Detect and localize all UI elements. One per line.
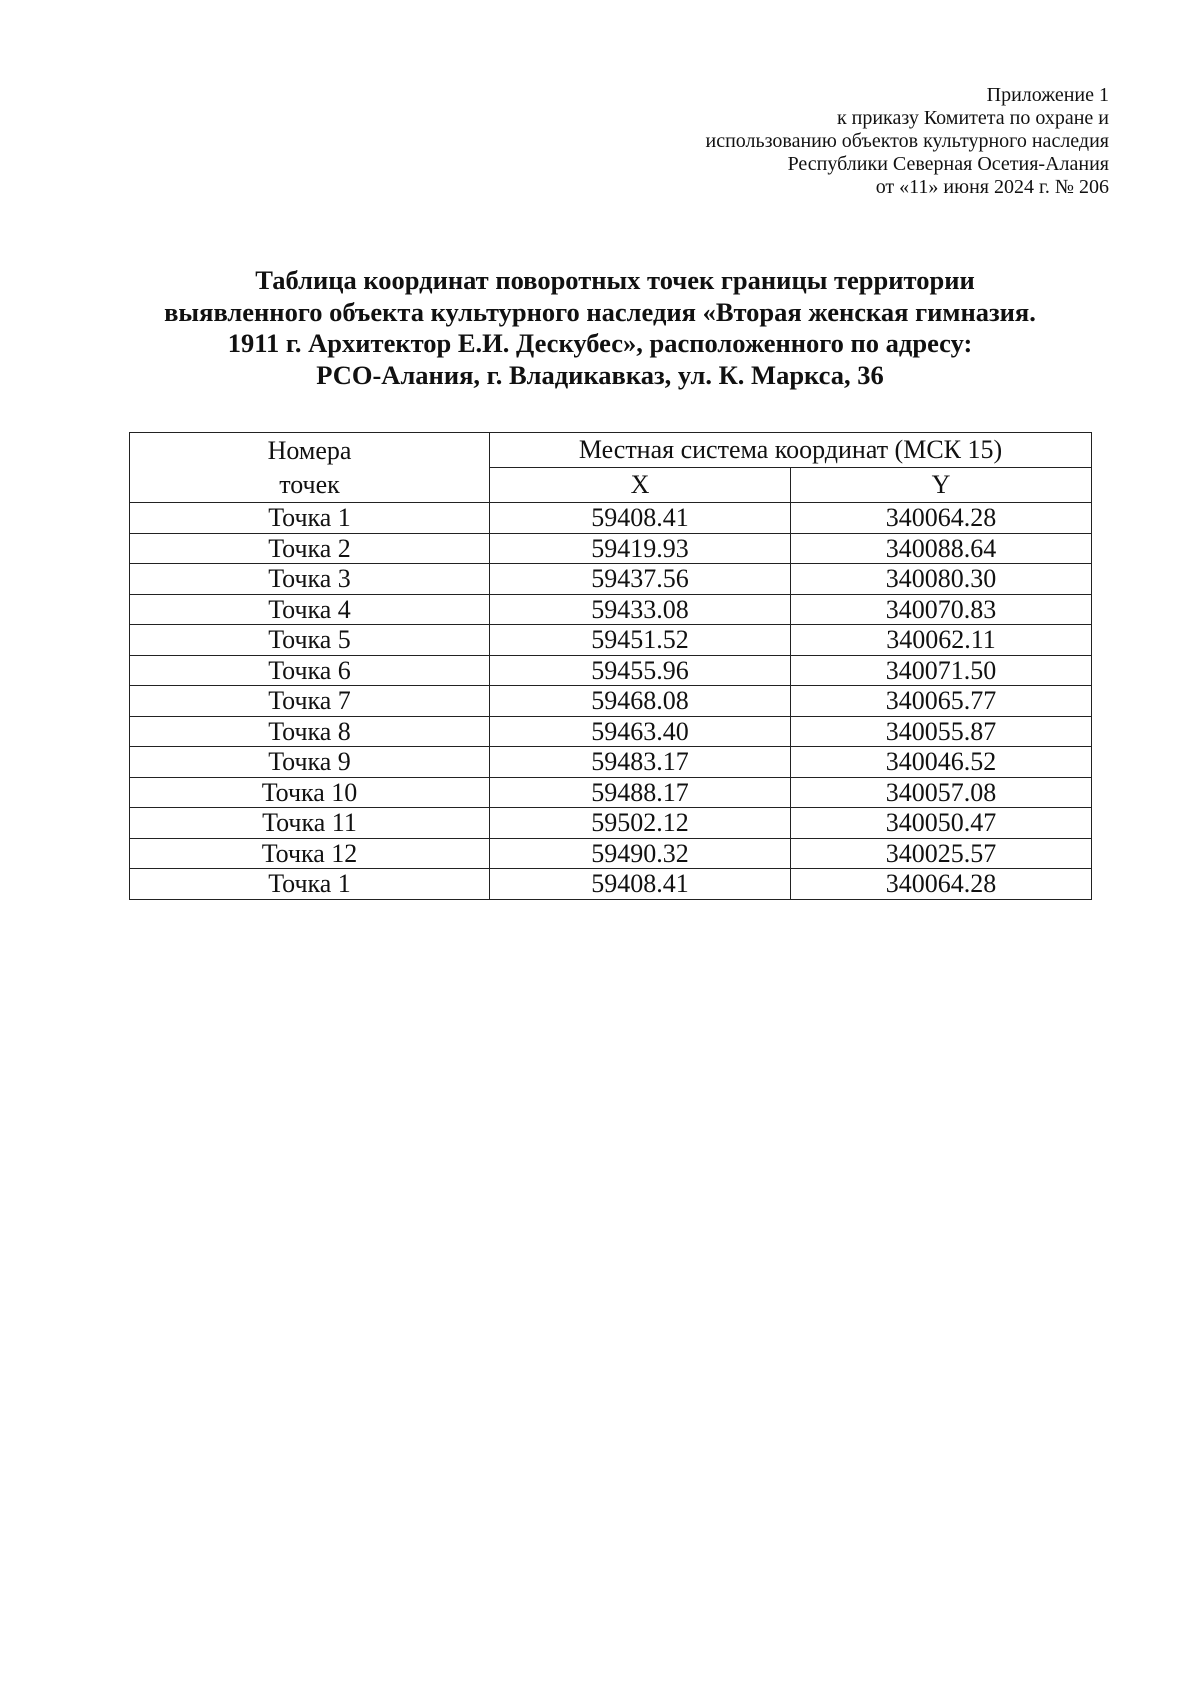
x-cell: 59455.96 (490, 655, 791, 686)
title-line: выявленного объекта культурного наследия «Вторая женская гимназия. (164, 296, 1036, 327)
header-point-numbers-line2: точек (279, 469, 340, 499)
x-cell: 59451.52 (490, 625, 791, 656)
y-cell: 340080.30 (791, 564, 1092, 595)
point-name-cell: Точка 1 (130, 869, 490, 900)
x-cell: 59488.17 (490, 777, 791, 808)
x-cell: 59502.12 (490, 808, 791, 839)
point-name-cell: Точка 7 (130, 686, 490, 717)
appendix-line: к приказу Комитета по охране и (836, 107, 1109, 129)
table-row (130, 503, 1092, 534)
point-name-cell: Точка 9 (130, 747, 490, 778)
table-row (130, 564, 1092, 595)
document-title (90, 265, 1110, 391)
table-row (130, 716, 1092, 747)
y-cell: 340064.28 (791, 503, 1092, 534)
title-line: РСО-Алания, г. Владикавказ, ул. К. Маркса, 36 (316, 359, 884, 390)
table-row (130, 869, 1092, 900)
y-cell: 340062.11 (791, 625, 1092, 656)
table-row (130, 533, 1092, 564)
x-cell: 59408.41 (490, 503, 791, 534)
point-name-cell: Точка 3 (130, 564, 490, 595)
x-cell: 59437.56 (490, 564, 791, 595)
x-cell: 59468.08 (490, 686, 791, 717)
point-name-cell: Точка 4 (130, 594, 490, 625)
x-cell: 59463.40 (490, 716, 791, 747)
point-name-cell: Точка 11 (130, 808, 490, 839)
point-name-cell: Точка 1 (130, 503, 490, 534)
header-y: Y (791, 468, 1092, 503)
appendix-line: Приложение 1 (986, 84, 1109, 106)
x-cell: 59490.32 (490, 838, 791, 869)
y-cell: 340088.64 (791, 533, 1092, 564)
table-row (130, 777, 1092, 808)
header-point-numbers-line1: Номера (267, 435, 352, 465)
coordinates-table (129, 432, 1092, 900)
header-x: X (490, 468, 791, 503)
table-header-row (130, 433, 1092, 468)
y-cell: 340055.87 (791, 716, 1092, 747)
point-name-cell: Точка 8 (130, 716, 490, 747)
header-point-numbers (130, 433, 490, 503)
x-cell: 59483.17 (490, 747, 791, 778)
table-row (130, 686, 1092, 717)
appendix-line: Республики Северная Осетия-Алания (787, 153, 1109, 175)
table-row (130, 808, 1092, 839)
table-row (130, 655, 1092, 686)
appendix-line: использованию объектов культурного наследия (705, 130, 1109, 152)
title-line: Таблица координат поворотных точек границы территории (255, 265, 975, 295)
y-cell: 340064.28 (791, 869, 1092, 900)
x-cell: 59419.93 (490, 533, 791, 564)
header-coordinate-system: Местная система координат (МСК 15) (490, 433, 1092, 468)
point-name-cell: Точка 10 (130, 777, 490, 808)
appendix-block (706, 84, 1110, 199)
y-cell: 340050.47 (791, 808, 1092, 839)
point-name-cell: Точка 2 (130, 533, 490, 564)
table-row (130, 594, 1092, 625)
table-row (130, 747, 1092, 778)
table-row (130, 838, 1092, 869)
point-name-cell: Точка 5 (130, 625, 490, 656)
y-cell: 340071.50 (791, 655, 1092, 686)
y-cell: 340025.57 (791, 838, 1092, 869)
title-line: 1911 г. Архитектор Е.И. Дескубес», расположенного по адресу: (227, 328, 973, 358)
point-name-cell: Точка 6 (130, 655, 490, 686)
y-cell: 340046.52 (791, 747, 1092, 778)
table-row (130, 625, 1092, 656)
x-cell: 59433.08 (490, 594, 791, 625)
y-cell: 340070.83 (791, 594, 1092, 625)
y-cell: 340057.08 (791, 777, 1092, 808)
y-cell: 340065.77 (791, 686, 1092, 717)
appendix-line: от «11» июня 2024 г. № 206 (875, 176, 1109, 198)
point-name-cell: Точка 12 (130, 838, 490, 869)
x-cell: 59408.41 (490, 869, 791, 900)
